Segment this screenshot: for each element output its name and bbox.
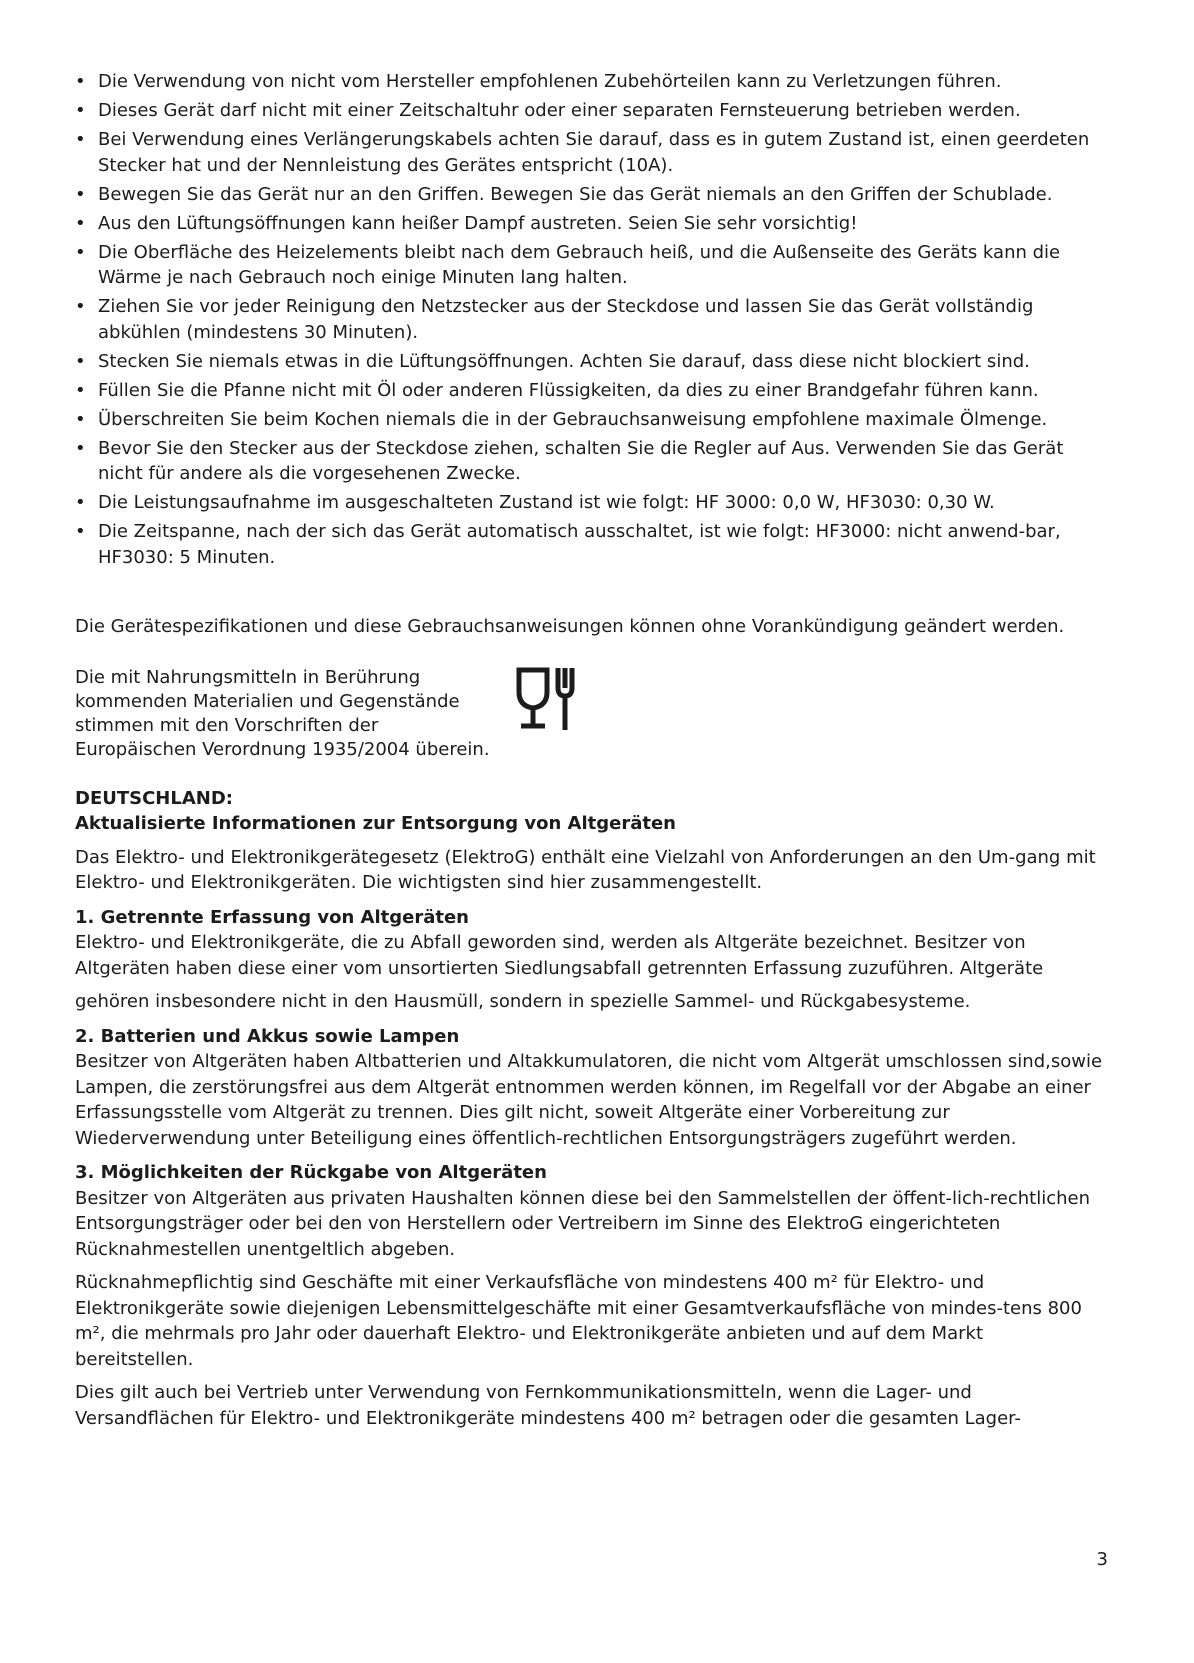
section-paragraph: Dies gilt auch bei Vertrieb unter Verwendung von Fernkommunikationsmitteln, wenn die Lager- und Versandflächen für Elektro- und Elektronikgeräte mindestens 400 m² betragen oder die gesamten Lager- [75,1382,1021,1429]
bullet-item: • Bewegen Sie das Gerät nur an den Griffen. Bewegen Sie das Gerät niemals an den Griffen der Schublade. [75,182,1106,208]
bullet-item: • Die Leistungsaufnahme im ausgeschalteten Zustand ist wie folgt: HF 3000: 0,0 W, HF3030: 0,30 W. [75,490,1106,516]
section-heading: 2. Batterien und Akkus sowie Lampen [75,1025,460,1047]
food-contact-text: Die mit Nahrungsmitteln in Berührung kommenden Materialien und Gegenstände stimmen mit den Vorschriften der Europäischen Verordnung 1935/2004 überein. [75,666,490,760]
bullet-item: • Aus den Lüftungsöffnungen kann heißer Dampf austreten. Seien Sie sehr vorsichtig! [75,211,1106,237]
bullet-item: • Die Zeitspanne, nach der sich das Gerät automatisch ausschaltet, ist wie folgt: HF3000: nicht anwend-bar, HF3030: 5 Minuten. [75,519,1106,570]
bullet-item: • Dieses Gerät darf nicht mit einer Zeitschaltuhr oder einer separaten Fernsteuerung betrieben werden. [75,98,1106,124]
bullet-item: • Stecken Sie niemals etwas in die Lüftungsöffnungen. Achten Sie darauf, dass diese nicht blockiert sind. [75,349,1106,375]
page-number: 3 [1096,1549,1108,1570]
safety-bullet-list [75,69,1106,570]
glass-fork-icon [515,666,577,740]
specification-notice: Die Gerätespezifikationen und diese Gebrauchsanweisungen können ohne Vorankündigung geändert werden. [75,616,1065,637]
section-heading: 3. Möglichkeiten der Rückgabe von Altgeräten [75,1162,547,1183]
bullet-item: • Die Oberfläche des Heizelements bleibt nach dem Gebrauch heiß, und die Außenseite des Geräts kann die Wärme je nach Gebrauch noch einige Minuten lang halten. [75,240,1106,291]
germany-intro: Das Elektro- und Elektronikgerätegesetz (ElektroG) enthält eine Vielzahl von Anforderungen an den Um-gang mit Elektro- und Elektronikgeräten. Die wichtigsten sind hier zusammengestellt. [75,846,1096,893]
section-heading: 1. Getrennte Erfassung von Altgeräten [75,906,469,928]
bullet-item: • Füllen Sie die Pfanne nicht mit Öl oder anderen Flüssigkeiten, da dies zu einer Brandgefahr führen kann. [75,378,1106,404]
germany-subtitle: Aktualisierte Informationen zur Entsorgung von Altgeräten [75,813,676,834]
section-paragraph: Besitzer von Altgeräten haben Altbatterien und Altakkumulatoren, die nicht vom Altgerät umschlossen sind,sowie Lampen, die zerstörungsfrei aus dem Altgerät entnommen werden können, im Regelfall vor der Abgabe an einer Erfassungsstelle vom Altgerät zu trennen. Dies gilt nicht, soweit Altgeräte einer Vorbereitung zur Wiederverwendung unter Beteiligung eines öffentlich-rechtlichen Entsorgungsträgers zugeführt werden. [75,1051,1103,1149]
section-paragraph: Elektro- und Elektronikgeräte, die zu Abfall geworden sind, werden als Altgeräte bezeichnet. Besitzer von Altgeräten haben diese einer vom unsortierten Siedlungsabfall getrennten Erfassung zuzuführen. Altgeräte [75,932,1044,979]
germany-title: DEUTSCHLAND: [75,787,233,809]
bullet-item: • Überschreiten Sie beim Kochen niemals die in der Gebrauchsanweisung empfohlene maximale Ölmenge. [75,407,1106,433]
section-paragraph: gehören insbesondere nicht in den Hausmüll, sondern in spezielle Sammel- und Rückgabesysteme. [75,991,971,1012]
bullet-item: • Bevor Sie den Stecker aus der Steckdose ziehen, schalten Sie die Regler auf Aus. Verwenden Sie das Gerät nicht für andere als die vorgesehenen Zwecke. [75,436,1106,487]
section-paragraph: Rücknahmepflichtig sind Geschäfte mit einer Verkaufsfläche von mindestens 400 m² für Elektro- und Elektronikgeräte sowie diejenigen Lebensmittelgeschäfte mit einer Gesamtverkaufsfläche von mindes-tens 800 m², die mehrmals pro Jahr oder dauerhaft Elektro- und Elektronikgeräte anbieten und auf dem Markt bereitstellen. [75,1272,1082,1370]
bullet-item: • Die Verwendung von nicht vom Hersteller empfohlenen Zubehörteilen kann zu Verletzungen führen. [75,69,1106,95]
section-paragraph: Besitzer von Altgeräten aus privaten Haushalten können diese bei den Sammelstellen der öffent-lich-rechtlichen Entsorgungsträger oder bei den von Herstellern oder Vertreibern im Sinne des ElektroG eingerichteten Rücknahmestellen unentgeltlich abgeben. [75,1187,1090,1260]
bullet-item: • Bei Verwendung eines Verlängerungskabels achten Sie darauf, dass es in gutem Zustand ist, einen geerdeten Stecker hat und der Nennleistung des Gerätes entspricht (10A). [75,127,1106,178]
bullet-item: • Ziehen Sie vor jeder Reinigung den Netzstecker aus der Steckdose und lassen Sie das Gerät vollständig abkühlen (mindestens 30 Minuten). [75,294,1106,345]
food-contact-block [75,666,1106,762]
